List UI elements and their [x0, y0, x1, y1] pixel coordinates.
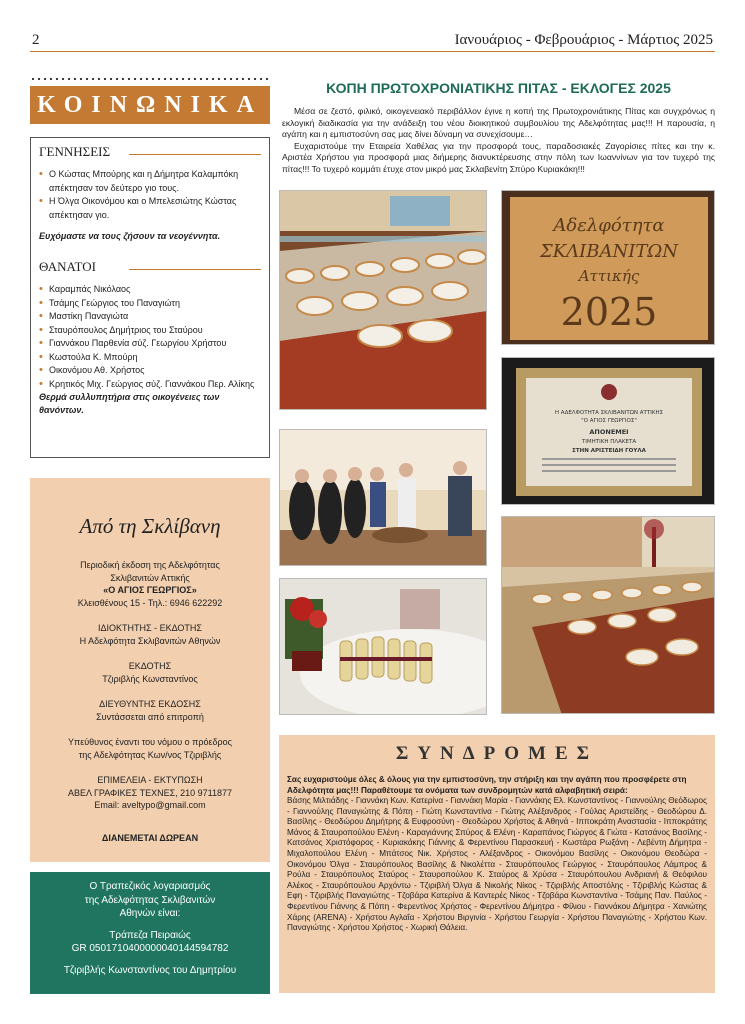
bank-name: Τράπεζα Πειραιώς: [109, 929, 191, 941]
page-number: 2: [32, 32, 40, 48]
svg-text:ΑΠΟΝΕΜΕΙ: ΑΠΟΝΕΜΕΙ: [589, 428, 629, 436]
masthead-line: Σκλιβανιτών Αττικής: [110, 572, 190, 583]
buffet-photo: [279, 190, 487, 410]
dotted-divider: [30, 77, 270, 81]
list-item: • Η Όλγα Οικονόμου και ο Μπελεσιώτης Κώστας απέκτησαν γιο.: [39, 195, 261, 222]
masthead-box: [30, 478, 270, 862]
article-title: ΚΟΠΗ ΠΡΩΤΟΧΡΟΝΙΑΤΙΚΗΣ ΠΙΤΑΣ - ΕΚΛΟΓΕΣ 2025: [326, 80, 671, 96]
article-paragraph: Ευχαριστούμε την Εταιρεία Χαθέλας για την προσφορά τους, παραδοσιακές Ζαγορίσιες πίτες και την κ. Αριστέα Χρήστου για προσφορά μιας διήμερης διανυκτέρευσης στην πόλη των Ιωαννίνων για τον τυχερό της πίτας!!! Το τυχερό κομμάτι έτυχε στον μικρό μας Σκλαβενίτη Σπύρο Κυριακάκη!!!: [282, 140, 715, 174]
plaque-photo: [501, 357, 715, 505]
masthead-line: της Αδελφότητας Κων/νος Τζιριβλής: [78, 749, 222, 760]
svg-text:"Ο ΑΓΙΟΣ ΓΕΩΡΓΙΟΣ": "Ο ΑΓΙΟΣ ΓΕΩΡΓΙΟΣ": [581, 418, 637, 424]
svg-text:Η ΑΔΕΛΦΟΤΗΤΑ ΣΚΛΙΒΑΝΙΤΩΝ ΑΤΤΙΚ: Η ΑΔΕΛΦΟΤΗΤΑ ΣΚΛΙΒΑΝΙΤΩΝ ΑΤΤΙΚΗΣ: [554, 410, 664, 416]
births-list: [39, 168, 261, 222]
issue-date: Ιανουάριος - Φεβρουάριος - Μάρτιος 2025: [454, 32, 713, 48]
bank-line: Αθηνών είναι:: [119, 908, 181, 919]
svg-text:ΣΤΗΝ ΑΡΙΣΤΕΙΔΗ ΓΟΥΛΑ: ΣΤΗΝ ΑΡΙΣΤΕΙΔΗ ΓΟΥΛΑ: [572, 448, 646, 454]
masthead-line: Κλεισθένους 15 - Τηλ.: 6946 622292: [77, 597, 223, 608]
masthead-line: Συντάσσεται από επιτροπή: [96, 711, 204, 722]
list-item: • Ο Κώστας Μπούρης και η Δήμητρα Καλαμπόκη απέκτησαν τον δεύτερο γιο τους.: [39, 168, 261, 195]
pita-text-1: Αδελφότητα: [553, 215, 665, 236]
subscriber-names: Βάσης Μιλτιάδης - Γιαννάκη Κων. Κατερίνα - Γιαννάκη Μαρία - Γιαννάκης Ελ. Κωνσταντίνος - Γιαννούλης Θεόδωρος - Γιαννούλης Παναγιώτης & Πόπη - Γιώτη Κωνσταντίνα - Γιώτης Αλέξανδρος - Γούλας Αριστείδης - Θεοδώρου Δ. Βασίλης - Θεοδώρου Δημήτρης & Ευφροσύνη - Θεοδώρου Χρήστος & Αθηνά - Ιπποκράτη Αναστασία - Ιπποκράτης Μάνος & Σταυροπούλου Ελένη - Καραγιάννης Σπύρος & Ελένη - Καραπάνος Γιώργος & Γιώτα - Κατσάνος Βασίλης - Κατσάνος Χριστόφορος - Κυριακάκης Γιάννης & Φερεντίνου Παρασκευή - Κωστάρα Ρωξάνη - Λεβέντη Δήμητρα - Μιχαλοπούλου Ελένη - Μπάτσος Νικ. Χρήστος - Αλέξανδρος - Οικονόμου Βασίλης - Οικονόμου Θεοδώρα - Οικονόμου Όλγα - Σταυρόπουλος Βασίλης & Νικολέττα - Σταυρόπουλος Γεώργιος - Σταυρόπουλος Λάμπρος & Ρούλα - Σταυρόπουλος Σταύρος - Σταυροπούλου Κ. Σταύρος & Χρύσα - Σταυρόπουλου Ανδριανή & Θεόφιλου Αλέκος - Σταυρόπουλου Αρχόντω - Τζιριβλή Όλγα & Νικολής Νίκος - Τζιριβλής Αποστόλης - Τζιριβλής Κώστας & Εφη - Τζιριβλής Παναγιώτης - Τζοβάρα Κατερίνα & Καντερές Νίκος - Τζοβάρα Κωνσταντίνα - Τσάμης Παν. Παύλος - Φερεντίνου Γιάννης & Πόπη - Φερεντίνος Χρήστος - Φερεντίνου Δήμητρα - Φίλιου - Γιαννάκου Δήμητρα - Χανιώτης Χάρης (ARENA) - Χρήστου Αγλαΐα - Χρήστου Βιργινία - Χρήστου Γεωργία - Χρήστου Παναγιώτης - Χρήστου Κων. Παναγιώτης - Χρήστου Χρήστος - Χωρική Θάλεια.: [287, 796, 707, 933]
masthead-line: Περιοδική έκδοση της Αδελφότητας: [80, 560, 220, 570]
people-photo: [279, 429, 487, 566]
masthead-line: Υπεύθυνος έναντι του νόμου ο πρόεδρος: [68, 737, 232, 747]
subscriptions-lead: Σας ευχαριστούμε όλες & όλους για την εμπιστοσύνη, την στήριξη και την αγάπη που προσφέρετε στη Αδελφότητα μας!!! Παραθέτουμε τα ονόματα των συνδρομητών κατά αλφαβητική σειρά:: [287, 775, 687, 795]
bank-box: [30, 872, 270, 994]
page-header: [30, 32, 715, 52]
births-wish: Ευχόμαστε να τους ζήσουν τα νεογέννητα.: [39, 231, 221, 241]
list-item: • Καραμπάς Νικόλαος: [39, 283, 261, 297]
lottery-tickets-photo: [279, 578, 487, 715]
masthead-line: ΔΙΑΝΕΜΕΤΑΙ ΔΩΡΕΑΝ: [101, 832, 199, 843]
deaths-list: [39, 283, 261, 391]
article-body: [282, 106, 715, 175]
masthead-line: ΑΒΕΛ ΓΡΑΦΙΚΕΣ ΤΕΧΝΕΣ, 210 9711877: [67, 787, 233, 798]
condolences: Θερμά συλλυπητήρια στις οικογένειες των θανόντων.: [39, 392, 220, 415]
subscriptions-box: [279, 735, 715, 993]
pita-text-4: 2025: [560, 290, 658, 334]
list-item: • Γιαννάκου Παρθενία σύζ. Γεωργίου Χρήστου: [39, 337, 261, 351]
pita-text-3: Αττικής: [578, 267, 640, 285]
list-item: • Σταυρόπουλος Δημήτριος του Σταύρου: [39, 324, 261, 338]
newspaper-title: Από τη Σκλίβανη: [79, 514, 221, 538]
list-item: • Τσάμης Γεώργιος του Παναγιώτη: [39, 297, 261, 311]
masthead-line: Τζιριβλής Κωνσταντίνος: [102, 673, 198, 684]
pita-text-2: ΣΚΛΙΒΑΝΙΤΩΝ: [539, 241, 679, 262]
pita-cake-photo: [501, 190, 715, 345]
list-item: • Κρητικός Μιχ. Γεώργιος σύζ. Γιαννάκου Περ. Αλίκης: [39, 378, 261, 392]
list-item: • Μαστίκη Παναγιώτα: [39, 310, 261, 324]
account-holder: Τζιριβλής Κωνσταντίνος του Δημητρίου: [63, 964, 237, 976]
list-item: • Κωστούλα Κ. Μπούρη: [39, 351, 261, 365]
births-title: ΓΕΝΝΗΣΕΙΣ: [39, 144, 261, 162]
email-link[interactable]: Email: aveltypo@gmail.com: [94, 800, 206, 810]
bank-line: Ο Τραπεζικός λογαριασμός: [89, 881, 211, 892]
buffet-photo-2: [501, 516, 715, 714]
social-box: [30, 137, 270, 458]
bank-line: της Αδελφότητας Σκλιβανιτών: [84, 894, 216, 906]
masthead-line: ΔΙΕΥΘΥΝΤΗΣ ΕΚΔΟΣΗΣ: [99, 699, 201, 709]
subscriptions-title: ΣΥΝΔΡΟΜΕΣ: [395, 743, 599, 764]
list-item: • Οικονόμου Αθ. Χρήστος: [39, 364, 261, 378]
svg-text:ΤΙΜΗΤΙΚΗ ΠΛΑΚΕΤΑ: ΤΙΜΗΤΙΚΗ ΠΛΑΚΕΤΑ: [581, 439, 637, 445]
masthead-line: Η Αδελφότητα Σκλιβανιτών Αθηνών: [79, 635, 221, 646]
article-paragraph: Μέσα σε ζεστό, φιλικό, οικογενειακό περιβάλλον έγινε η κοπή της Πρωτοχρονιάτικης Πίτας και συγχρόνως η εκλογική διαδικασία για την ανάδειξη του νέου διοικητικού συμβουλίου της Αδελφότητας μας!!! Η παρουσία, η αγάπη και η εμπιστοσύνη σας μας δίνει δύναμη να συνεχίσουμε…: [282, 106, 715, 139]
masthead-line: ΕΠΙΜΕΛΕΙΑ - ΕΚΤΥΠΩΣΗ: [97, 775, 203, 785]
masthead-line: ΕΚΔΟΤΗΣ: [128, 661, 172, 671]
deaths-title: ΘΑΝΑΤΟΙ: [39, 259, 261, 277]
masthead-line: ΙΔΙΟΚΤΗΤΗΣ - ΕΚΔΟΤΗΣ: [98, 623, 202, 633]
iban: GR 0501710400000040144594782: [71, 943, 229, 954]
section-banner-social: ΚΟΙΝΩΝΙΚΑ: [30, 86, 270, 124]
masthead-line: «Ο ΑΓΙΟΣ ΓΕΩΡΓΙΟΣ»: [103, 585, 197, 595]
